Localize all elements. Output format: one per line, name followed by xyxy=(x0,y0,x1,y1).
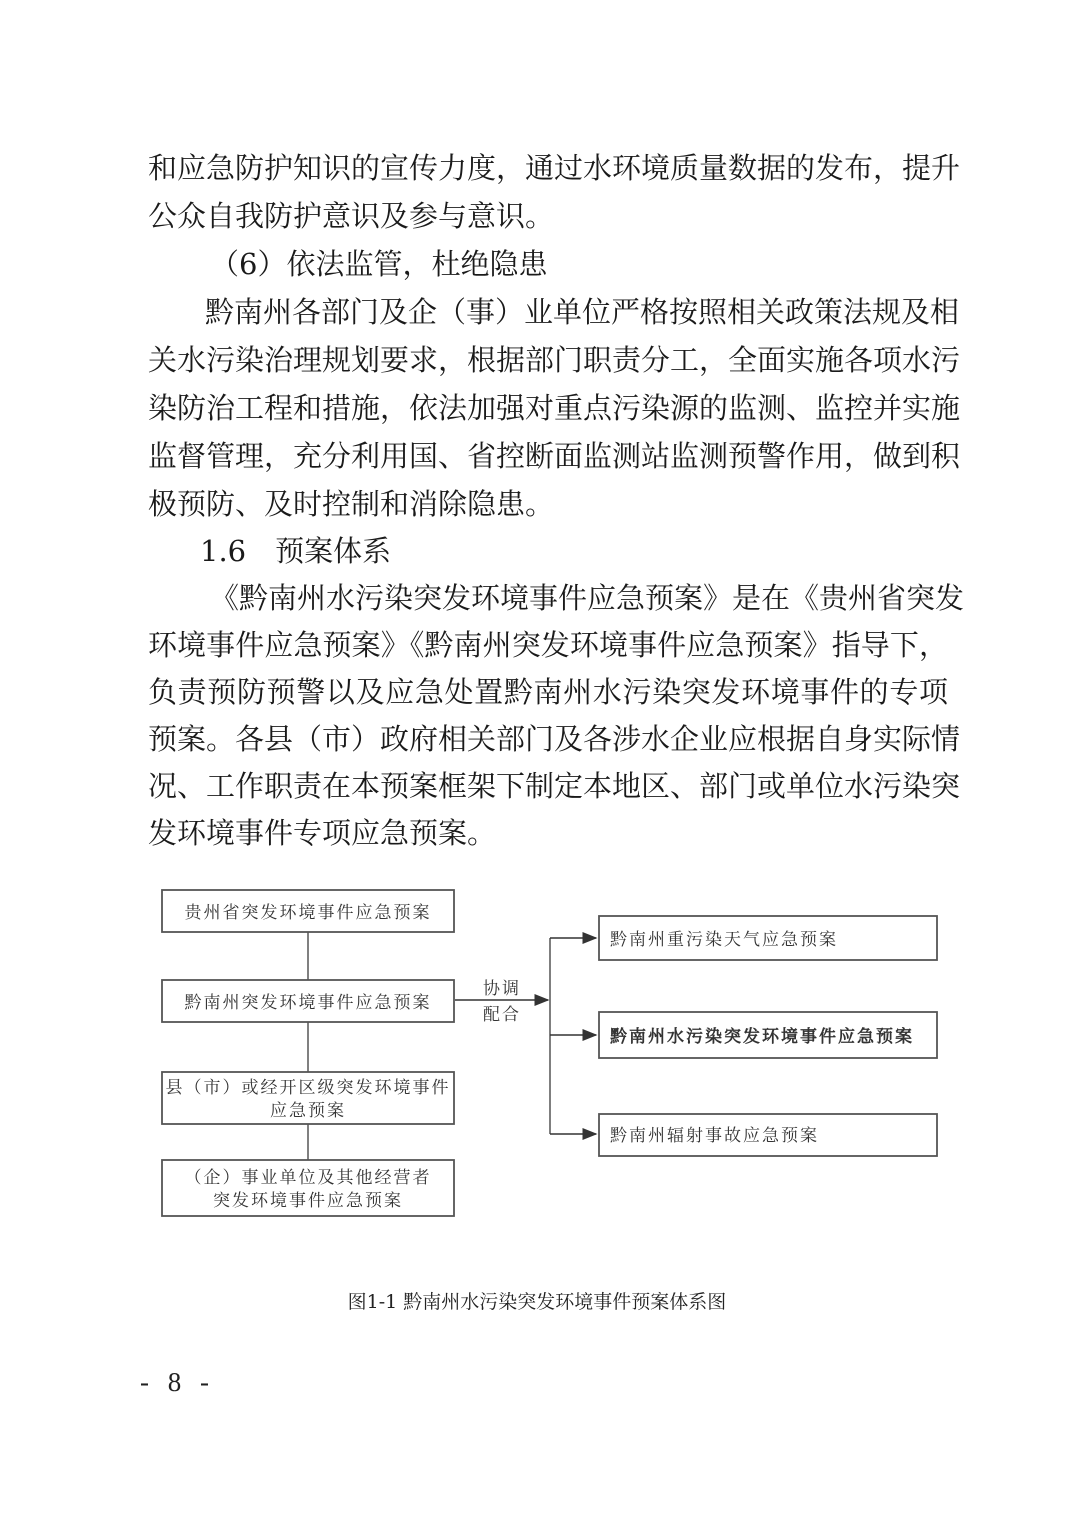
paragraph-line: 极预防、及时控制和消除隐患。 xyxy=(148,487,555,521)
paragraph-line: 染防治工程和措施，依法加强对重点污染源的监测、监控并实施 xyxy=(148,391,961,425)
right-water-label: 黔南州水污染突发环境事件应急预案 xyxy=(610,1027,914,1047)
box-enterprise-label-1: （企）事业单位及其他经营者 xyxy=(184,1168,432,1188)
box-guizhou-label: 贵州省突发环境事件应急预案 xyxy=(184,903,432,923)
paragraph-line: 发环境事件专项应急预案。 xyxy=(148,816,497,850)
box-qiannan-label: 黔南州突发环境事件应急预案 xyxy=(184,993,432,1013)
paragraph-line: 预案。各县（市）政府相关部门及各涉水企业应根据自身实际情 xyxy=(148,722,961,756)
coordination-label-2: 配合 xyxy=(483,1005,521,1025)
paragraph-line: 和应急防护知识的宣传力度，通过水环境质量数据的发布，提升 xyxy=(148,151,961,185)
paragraph-line: 环境事件应急预案》《黔南州突发环境事件应急预案》指导下， xyxy=(148,628,948,662)
paragraph-line: 公众自我防护意识及参与意识。 xyxy=(148,199,555,233)
box-enterprise-label-2: 突发环境事件应急预案 xyxy=(213,1191,403,1211)
paragraph-line: 黔南州各部门及企（事）业单位严格按照相关政策法规及相 xyxy=(205,295,960,329)
right-radiation-label: 黔南州辐射事故应急预案 xyxy=(610,1126,819,1146)
box-county-label-2: 应急预案 xyxy=(270,1101,346,1121)
paragraph-line: 况、工作职责在本预案框架下制定本地区、部门或单位水污染突 xyxy=(148,769,961,803)
page-number: - 8 - xyxy=(140,1367,215,1397)
subheading-6: （6）依法监管，杜绝隐患 xyxy=(210,247,548,281)
right-air-label: 黔南州重污染天气应急预案 xyxy=(610,930,838,950)
paragraph-line: 监督管理，充分利用国、省控断面监测站监测预警作用，做到积 xyxy=(148,439,961,473)
paragraph-line: 关水污染治理规划要求，根据部门职责分工，全面实施各项水污 xyxy=(148,343,961,377)
section-heading-1-6: 1.6 预案体系 xyxy=(200,534,392,568)
paragraph-line: 负责预防预警以及应急处置黔南州水污染突发环境事件的专项 xyxy=(148,675,948,709)
coordination-label-1: 协调 xyxy=(483,979,521,999)
paragraph-line: 《黔南州水污染突发环境事件应急预案》是在《贵州省突发 xyxy=(210,581,965,615)
box-county-label-1: 县（市）或经开区级突发环境事件 xyxy=(165,1078,451,1098)
figure-caption: 图1-1 黔南州水污染突发环境事件预案体系图 xyxy=(347,1291,727,1313)
